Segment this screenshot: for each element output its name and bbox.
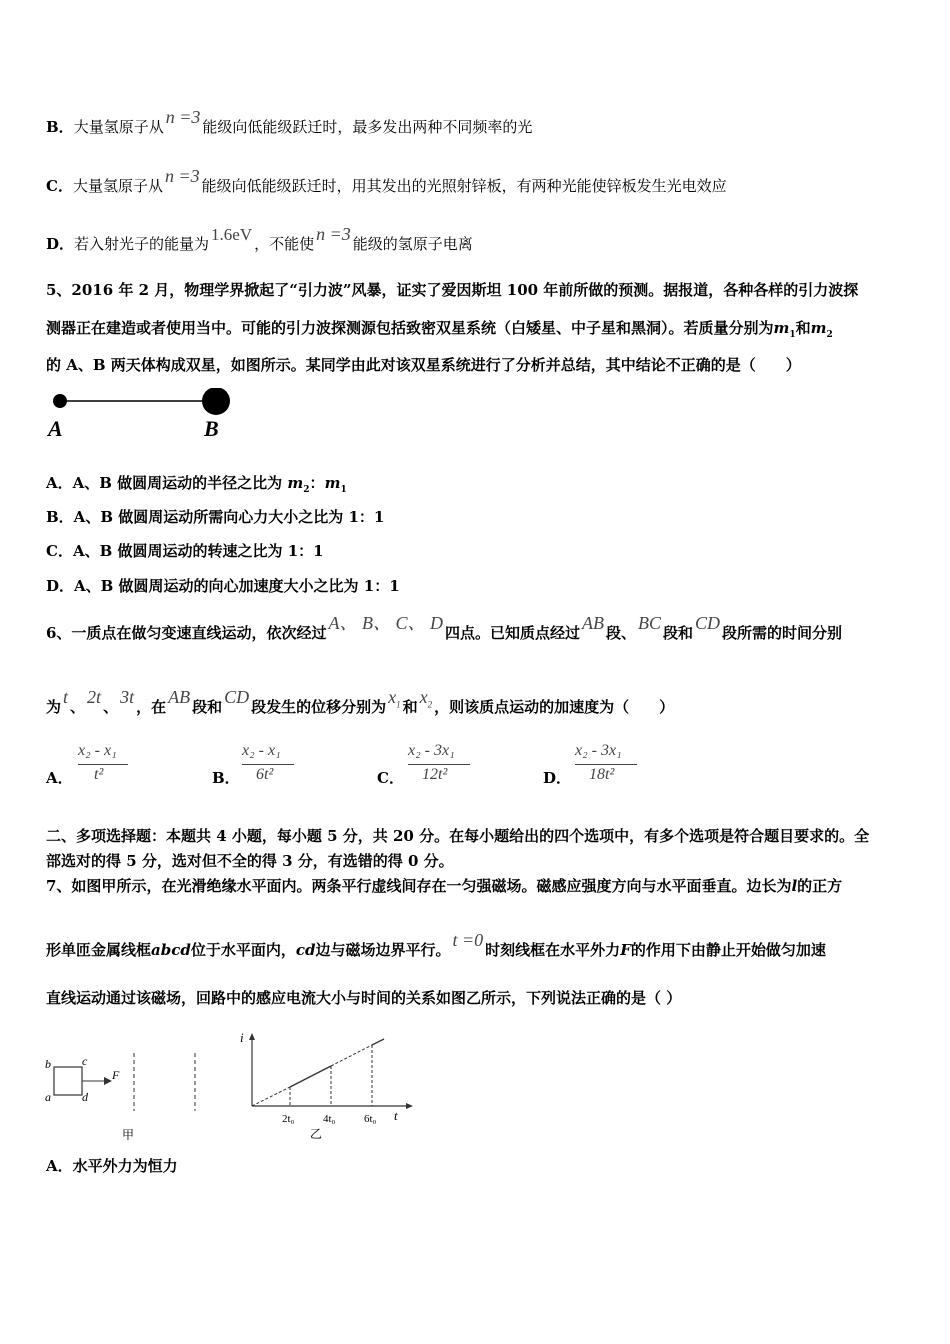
q4-option-d: D．若入射光子的能量为 1.6eV ，不能使 n =3 能级的氢原子电离 [46,224,473,253]
label-d-corner: d [82,1090,88,1104]
dashed-extension-start [252,1087,290,1106]
label-b: B [204,416,219,438]
tick-6t0: 6t₀ [364,1113,377,1125]
dashed-extension-mid [331,1045,372,1066]
label-c-corner: c [82,1054,88,1068]
label-t: t [394,1108,398,1123]
section-2-heading-line-1: 二、多项选择题：本题共 4 小题，每小题 5 分，共 20 分。在每小题给出的四个选项中，有多个选项是符合题目要求的。全 [46,827,870,845]
q7-line-1: 7、如图甲所示，在光滑绝缘水平面内。两条平行虚线间存在一匀强磁场。磁感应强度方向与水平面垂直。边长为l的正方 [46,877,843,895]
q6-option-a-fraction: x₂ - x₁ t² [78,742,128,790]
force-arrowhead [104,1077,112,1085]
q6-line-2: 为 t 、 2t 、 3t ，在 AB 段和 CD 段发生的位移分别为 $x_1$ 和 $x_2$ ，则该质点运动的加速度为（ ） [46,687,675,716]
q6-option-c-fraction: x₂ - 3x₁ 12t² [408,742,470,790]
math-points: A、 B、 C、 D [328,613,443,633]
q6-option-d-fraction: x₂ - 3x₁ 18t² [575,742,637,790]
star-b [202,388,230,415]
q5-line-1: 5、2016 年 2 月，物理学界掀起了“引力波”风暴，证实了爱因斯坦 100 年前所做的预测。据报道，各种各样的引力波探 [46,281,859,299]
star-a [53,394,67,408]
section-2-heading-line-2: 部选对的得 5 分，选对但不全的得 3 分，有选错的得 0 分。 [46,852,454,870]
i-axis-arrow [249,1033,255,1040]
q6-option-b-fraction: x₂ - x₁ 6t² [242,742,294,790]
binary-star-figure [46,388,246,438]
t-axis-arrow [406,1103,413,1109]
q7-line-2: 形单匝金属线框abcd位于水平面内，cd边与磁场边界平行。 t =0 时刻线框在水平外力F的作用下由静止开始做匀加速 [46,930,826,959]
caption-yi: 乙 [310,1127,323,1141]
figure-jia [42,1035,232,1145]
q5-line-2: 测器正在建造或者使用当中。可能的引力波探测源包括致密双星系统（白矮星、中子星和黑洞）。若质量分别为$m_1$和$m_2$ [46,319,833,340]
label-a: A [48,416,63,438]
current-segment [290,1066,331,1087]
figure-yi-current-time-graph [236,1030,416,1145]
q6-option-b-label: B． [212,769,240,787]
math-n3: n =3 [164,166,200,186]
math-energy: 1.6eV [211,225,253,244]
q6-option-a-label: A． [46,769,73,787]
q4-option-c: C．大量氢原子从 n =3 能级向低能级跃迁时，用其发出的光照射锌板，有两种光能使锌板发生光电效应 [46,166,727,195]
q6-option-d-label: D． [543,769,572,787]
current-segment-late [372,1039,384,1045]
q7-option-a: A．水平外力为恒力 [46,1157,178,1175]
label-i: i [240,1030,244,1045]
q5-option-c: C．A、B 做圆周运动的转速之比为 1：1 [46,542,324,560]
label-b-corner: b [45,1057,51,1071]
math-n3: n =3 [316,224,351,244]
q4-option-b: B．大量氢原子从 n =3 能级向低能级跃迁时，最多发出两种不同频率的光 [46,107,533,136]
q5-line-3: 的 A、B 两天体构成双星，如图所示。某同学由此对该双星系统进行了分析并总结，其中结论不正确的是（ ） [46,356,801,374]
q7-line-3: 直线运动通过该磁场，回路中的感应电流大小与时间的关系如图乙所示，下列说法正确的是（ ） [46,989,682,1007]
tick-4t0: 4t₀ [323,1113,336,1125]
caption-jia: 甲 [122,1128,135,1142]
q5-option-d: D．A、B 做圆周运动的向心加速度大小之比为 1：1 [46,577,400,595]
q5-option-a: A．A、B 做圆周运动的半径之比为 $m_2$：$m_1$ [46,474,347,495]
tick-2t0: 2t₀ [282,1113,295,1125]
q6-option-c-label: C． [377,769,404,787]
math-n3: n =3 [165,107,201,127]
label-a-corner: a [45,1090,51,1104]
coil-frame [54,1067,82,1095]
label-force: F [112,1068,120,1082]
q5-option-b: B．A、B 做圆周运动所需向心力大小之比为 1：1 [46,508,385,526]
q6-line-1: 6、一质点在做匀变速直线运动，依次经过 A、 B、 C、 D 四点。已知质点经过 AB 段、 BC 段和 CD 段所需的时间分别 [46,613,843,642]
